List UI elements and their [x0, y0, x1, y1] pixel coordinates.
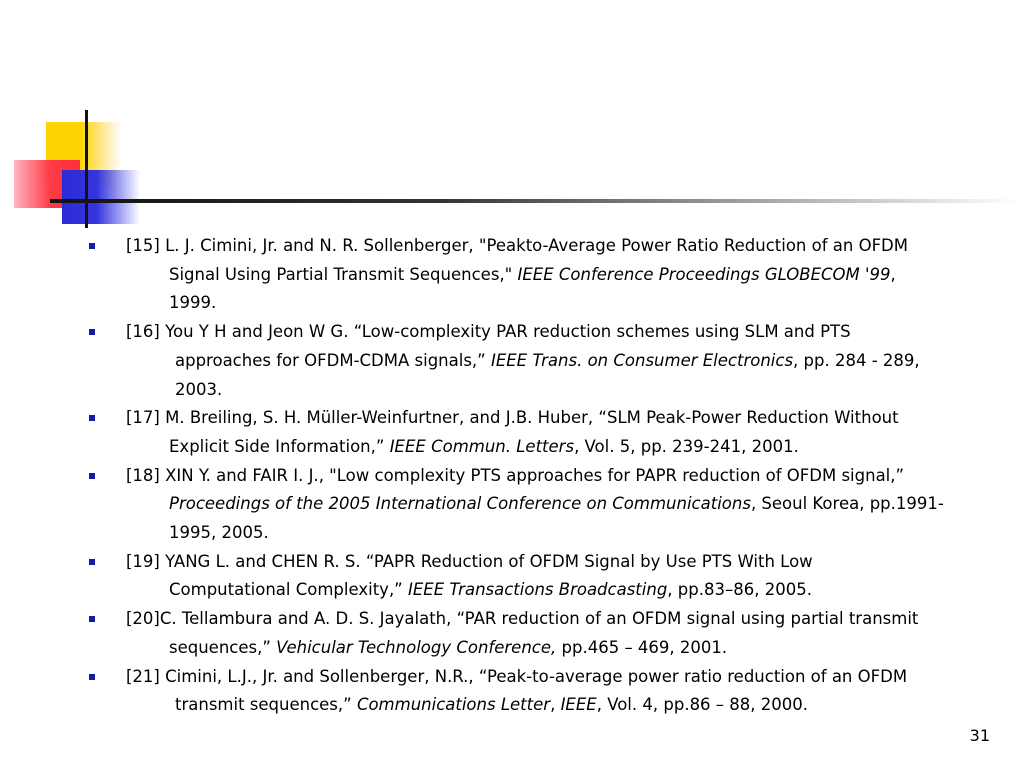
journal-title: Vehicular Technology Conference, — [276, 637, 557, 657]
reference-item-20 — [86, 605, 1001, 662]
reference-item-16 — [86, 318, 1001, 404]
journal-title: IEEE — [560, 695, 597, 715]
vertical-rule — [85, 110, 88, 228]
journal-title: IEEE Trans. on Consumer Electronics — [490, 350, 794, 370]
reference-text: sequences,” Vehicular Technology Conference, pp.465 – 469, 2001. — [169, 637, 728, 657]
reference-text: [19] YANG L. and CHEN R. S. “PAPR Reduction of OFDM Signal by Use PTS With Low — [126, 551, 813, 571]
reference-item-19 — [86, 548, 1001, 605]
bullet-icon — [89, 415, 95, 421]
reference-text: 1995, 2005. — [169, 523, 269, 543]
reference-text: [16] You Y H and Jeon W G. “Low-complexity PAR reduction schemes using SLM and PTS — [126, 322, 851, 342]
reference-item-18 — [86, 462, 1001, 548]
reference-item-21 — [86, 663, 1001, 720]
reference-item-15 — [86, 232, 1001, 318]
journal-title: IEEE Conference Proceedings GLOBECOM '99 — [517, 264, 891, 284]
reference-text: Signal Using Partial Transmit Sequences," IEEE Conference Proceedings GLOBECOM '99, — [169, 264, 896, 284]
reference-text: [18] XIN Y. and FAIR I. J., "Low complexity PTS approaches for PAPR reduction of OFDM signal,” — [126, 465, 905, 485]
reference-text: [20]C. Tellambura and A. D. S. Jayalath, “PAR reduction of an OFDM signal using partial transmit — [126, 609, 919, 629]
reference-text: Proceedings of the 2005 International Conference on Communications, Seoul Korea, pp.1991- — [169, 494, 944, 514]
bullet-icon — [89, 329, 95, 335]
reference-text: Computational Complexity,” IEEE Transactions Broadcasting, pp.83–86, 2005. — [169, 580, 812, 600]
title-underline-rule — [50, 199, 1020, 203]
reference-item-17 — [86, 404, 1001, 461]
journal-title: IEEE Transactions Broadcasting — [407, 580, 668, 600]
reference-text: transmit sequences,” Communications Letter, IEEE, Vol. 4, pp.86 – 88, 2000. — [175, 695, 809, 715]
bullet-icon — [89, 243, 95, 249]
page-number: 31 — [969, 726, 990, 745]
reference-text: 2003. — [175, 379, 223, 399]
reference-text: Explicit Side Information,” IEEE Commun. Letters, Vol. 5, pp. 239-241, 2001. — [169, 436, 799, 456]
blue-square-decoration — [62, 170, 140, 224]
reference-text: 1999. — [169, 293, 217, 313]
journal-title: IEEE Commun. Letters — [389, 436, 575, 456]
reference-text: [15] L. J. Cimini, Jr. and N. R. Sollenberger, "Peakto-Average Power Ratio Reduction of an OFDM — [126, 236, 909, 255]
reference-text: approaches for OFDM-CDMA signals,” IEEE Trans. on Consumer Electronics, pp. 284 - 289, — [175, 350, 920, 370]
reference-text: [21] Cimini, L.J., Jr. and Sollenberger, N.R., “Peak-to-average power ratio reduction of an OFDM — [126, 666, 908, 686]
bullet-icon — [89, 674, 95, 680]
bullet-icon — [89, 559, 95, 565]
bullet-icon — [89, 616, 95, 622]
bullet-icon — [89, 473, 95, 479]
journal-title: Proceedings of the 2005 International Conference on Communications — [169, 494, 751, 514]
journal-title: Communications Letter — [356, 695, 551, 715]
reference-text: [17] M. Breiling, S. H. Müller-Weinfurtner, and J.B. Huber, “SLM Peak-Power Reduction Without — [126, 408, 899, 428]
reference-list — [86, 232, 1001, 720]
